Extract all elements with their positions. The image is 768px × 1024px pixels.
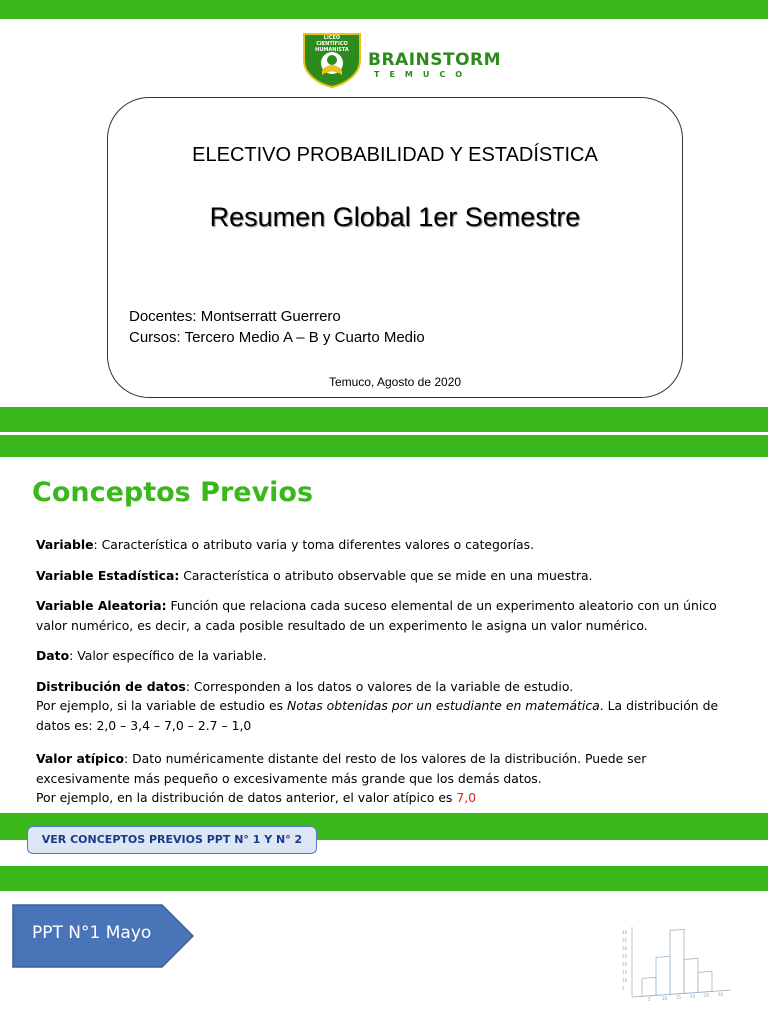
teacher-info [129, 306, 425, 348]
definition-text: : Corresponden a los datos o valores de la variable de estudio. [185, 678, 574, 694]
divider-bar-1 [0, 407, 768, 432]
definition-text: Función que relaciona cada suceso elemental de un experimento aleatorio con un único valor numérico, es decir, a cada posible resultado de un experimento le asigna un valor numérico. [36, 598, 717, 633]
definition-data [36, 646, 736, 666]
courses-line: Cursos: Tercero Medio A – B y Cuarto Medio [129, 329, 425, 346]
definition-text: : Característica o atributo varia y toma diferentes valores o categorías. [93, 537, 535, 552]
example-text: Por ejemplo, en la distribución de datos anterior, el valor atípico es [36, 790, 457, 805]
definitions-list [36, 535, 736, 808]
definition-term: Variable Aleatoria: [36, 598, 167, 613]
y-tick-label: 30 [622, 946, 628, 951]
x-tick-label: 20 [690, 994, 696, 999]
definition-term: Variable Estadística: [36, 567, 180, 583]
histogram-icon [618, 922, 738, 1002]
x-tick-label: 10 [662, 996, 668, 1001]
ppt-tag-button[interactable] [12, 904, 194, 968]
definition-statistical-variable [36, 566, 736, 586]
example-variable: Notas obtenidas por un estudiante en matemática [286, 698, 600, 713]
definition-term: Variable [36, 537, 94, 552]
definition-variable [36, 535, 736, 555]
definition-distribution [36, 677, 736, 736]
y-tick-label: 25 [622, 954, 628, 959]
school-logo [300, 30, 502, 88]
definition-term: Valor atípico [36, 751, 124, 766]
example-text: Por ejemplo, si la variable de estudio es [36, 698, 287, 713]
presentation-title: Resumen Global 1er Semestre [209, 202, 581, 232]
ver-conceptos-button[interactable]: VER CONCEPTOS PREVIOS PPT N° 1 Y N° 2 [27, 826, 317, 854]
y-tick-label: 15 [622, 970, 628, 975]
title-card [107, 97, 683, 398]
brand-city: TEMUCO [374, 70, 473, 79]
course-name: ELECTIVO PROBABILIDAD Y ESTADÍSTICA [192, 144, 598, 166]
y-tick-label: 20 [622, 962, 628, 967]
definition-outlier [36, 749, 736, 808]
place-date: Temuco, Agosto de 2020 [328, 375, 462, 389]
x-tick-label: 30 [718, 992, 724, 997]
y-tick-label: 10 [622, 978, 628, 983]
definition-text: : Valor específico de la variable. [69, 648, 267, 663]
ppt-tag-label: PPT N°1 Mayo [32, 923, 152, 943]
y-tick-label: 40 [622, 930, 628, 935]
x-tick-label: 15 [676, 995, 682, 1000]
definition-term: Distribución de datos [36, 678, 186, 694]
definition-random-variable [36, 596, 736, 635]
definition-text: Característica o atributo observable que se mide en una muestra. [179, 567, 593, 583]
divider-bar-4 [0, 866, 768, 891]
crest-text: LICEO CIENTÍFICO HUMANISTA [315, 35, 349, 53]
teachers-line: Docentes: Montserratt Guerrero [129, 308, 341, 325]
x-tick-label: 25 [704, 993, 710, 998]
outlier-value: 7,0 [456, 790, 477, 805]
y-tick-label: 5 [622, 986, 625, 991]
brand-name: BRAINSTORM [368, 50, 502, 70]
example-data: . La distribución de datos es: 2,0 – 3,4 – 7,0 – 2.7 – 1,0 [36, 698, 719, 733]
y-tick-label: 35 [622, 938, 628, 943]
x-tick-label: 5 [648, 997, 651, 1002]
definition-term: Dato [36, 648, 70, 663]
divider-bar-2 [0, 435, 768, 457]
top-green-bar [0, 0, 768, 19]
section-title: Conceptos Previos [32, 477, 314, 508]
definition-text: : Dato numéricamente distante del resto de los valores de la distribución. Puede ser excesivamente más pequeño o excesivamente más grande que los demás datos. [36, 751, 647, 786]
